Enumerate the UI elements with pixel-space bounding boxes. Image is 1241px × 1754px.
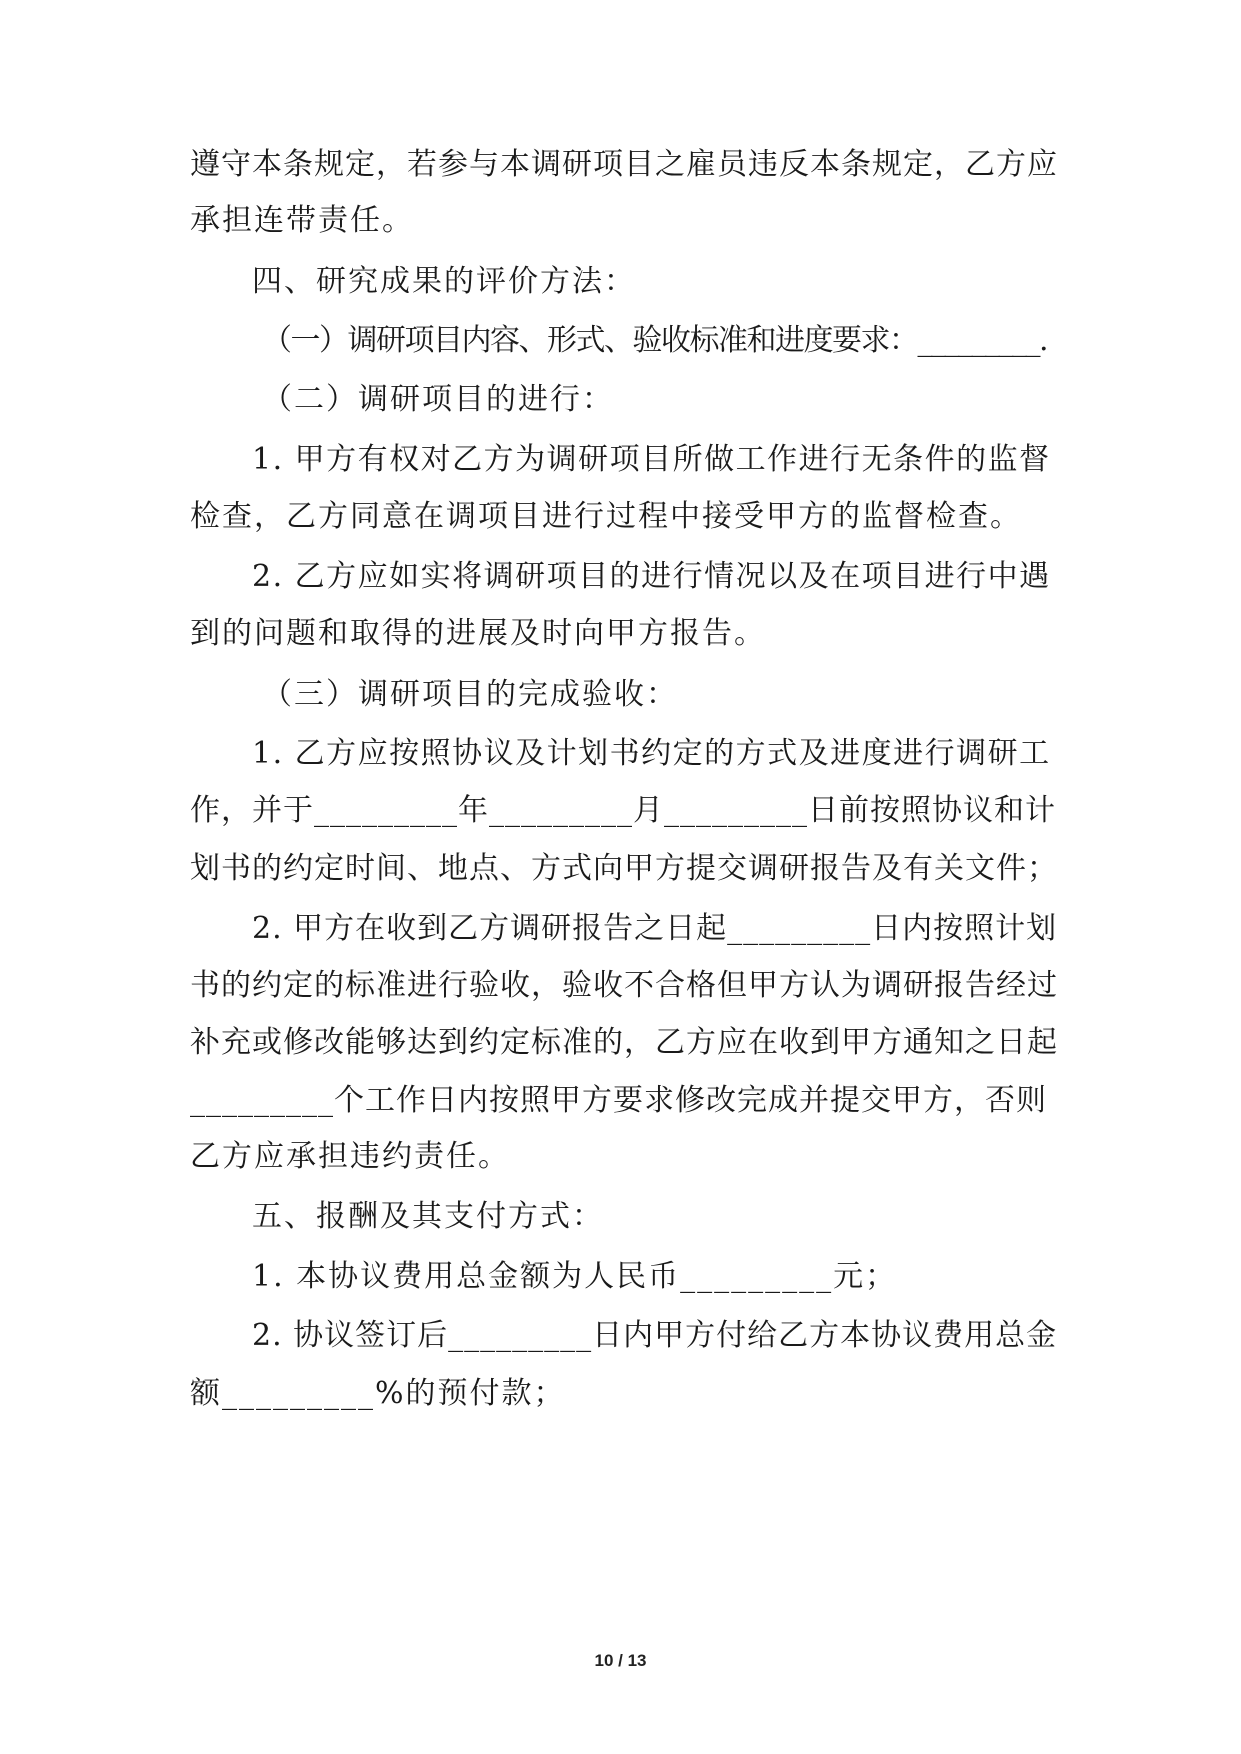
subsection-heading: （三）调研项目的完成验收：	[262, 677, 678, 712]
section-heading: 五、报酬及其支付方式：	[252, 1199, 604, 1234]
text-line: _________个工作日内按照甲方要求修改完成并提交甲方，否则	[190, 1083, 1047, 1118]
text-line: 作，并于_________年_________月_________日前按照协议和计	[190, 793, 1056, 828]
page-number: 10 / 13	[594, 1651, 647, 1670]
subsection-heading: （二）调研项目的进行：	[262, 382, 614, 417]
text-line: 1. 本协议费用总金额为人民币_________元；	[252, 1259, 898, 1294]
text-line: 遵守本条规定，若参与本调研项目之雇员违反本条规定，乙方应	[190, 147, 1058, 182]
text-line: 额_________%的预付款；	[190, 1376, 566, 1411]
text-line: 承担连带责任。	[190, 203, 414, 238]
text-line: 检查，乙方同意在调项目进行过程中接受甲方的监督检查。	[190, 499, 1022, 534]
text-line: 划书的约定时间、地点、方式向甲方提交调研报告及有关文件；	[190, 851, 1058, 886]
text-line: 1. 甲方有权对乙方为调研项目所做工作进行无条件的监督	[252, 442, 1051, 477]
text-line: 2. 甲方在收到乙方调研报告之日起_________日内按照计划	[252, 911, 1058, 946]
text-line: 到的问题和取得的进展及时向甲方报告。	[190, 616, 766, 651]
text-line: （一）调研项目内容、形式、验收标准和进度要求：_________.	[262, 323, 1048, 358]
section-heading: 四、研究成果的评价方法：	[252, 264, 636, 299]
text-line: 补充或修改能够达到约定标准的，乙方应在收到甲方通知之日起	[190, 1025, 1058, 1060]
text-line: 1. 乙方应按照协议及计划书约定的方式及进度进行调研工	[252, 736, 1051, 771]
text-line: 书的约定的标准进行验收，验收不合格但甲方认为调研报告经过	[190, 968, 1058, 1003]
text-line: 2. 协议签订后_________日内甲方付给乙方本协议费用总金	[252, 1318, 1058, 1353]
text-line: 2. 乙方应如实将调研项目的进行情况以及在项目进行中遇	[252, 559, 1051, 594]
text-line: 乙方应承担违约责任。	[190, 1139, 510, 1174]
